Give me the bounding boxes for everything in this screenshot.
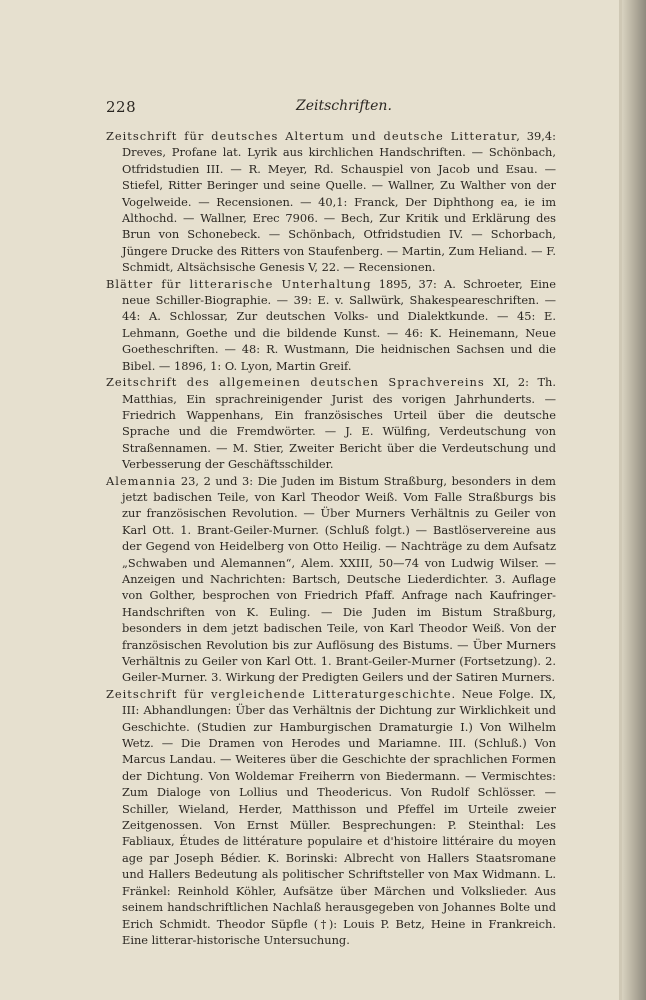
entry-title: Zeitschrift des allgemeinen deutschen Sprachvereins <box>106 375 485 390</box>
entry-title: Alemannia <box>106 473 177 488</box>
entry-title: Blätter für litterarische Unterhaltung <box>106 276 372 291</box>
bibliography-entries <box>106 128 556 948</box>
running-head: Zeitschriften. <box>296 98 392 114</box>
entry-alemannia <box>106 473 556 686</box>
entry-text: 39,4: Dreves, Profane lat. Lyrik aus kirchlichen Handschriften. — Schönbach, Otfridstudien III. — R. Meyer, Rd. Schauspiel von Jacob und Esau. — Stiefel, Ritter Beringer und seine Quelle. — Wallner, Zu Walther von der Vogelweide. — Recensionen. — 40,1: Franck, Der Diphthong ea, ie im Althochd. — Wallner, Erec 7906. — Bech, Zur Kritik und Erklärung des Brun von Schonebeck. — Schönbach, Otfridstudien IV. — Schorbach, Jüngere Drucke des Ritters von Staufenberg. — Martin, Zum Heliand. — F. Schmidt, Altsächsische Genesis V, 22. — Recensionen. <box>122 129 556 275</box>
entry-vergleichende-litteraturgeschichte <box>106 686 556 949</box>
entry-text: 1895, 37: A. Schroeter, Eine neue Schiller-Biographie. — 39: E. v. Sallwürk, Shakespeareschriften. — 44: A. Schlossar, Zur deutschen Volks- und Dialektkunde. — 45: E. Lehmann, Goethe und die bildende Kunst. — 46: K. Heinemann, Neue Goetheschriften. — 48: R. Wustmann, Die heidnischen Sachsen und die Bibel. — 1896, 1: O. Lyon, Martin Greif. <box>122 276 556 373</box>
entry-title: Zeitschrift für deutsches Altertum und deutsche Litteratur, <box>106 129 521 143</box>
page-header <box>106 96 556 120</box>
entry-text: XI, 2: Th. Matthias, Ein sprachreinigender Jurist des vorigen Jahrhunderts. — Friedrich Wappenhans, Ein französisches Urteil über die deutsche Sprache und die Fremdwörter. — J. E. Wülfing, Verdeutschung von Straßennamen. — M. Stier, Zweiter Bericht über die Verdeutschung und Verbesserung der Geschäftsschilder. <box>122 375 556 472</box>
entry-text: Neue Folge. IX, III: Abhandlungen: Über das Verhältnis der Dichtung zur Wirklichkeit und Geschichte. (Studien zur Hamburgischen Dramaturgie I.) Von Wilhelm Wetz. — Die Dramen von Herodes und Mariamne. III. (Schluß.) Von Marcus Landau. — Weiteres über die Geschichte der sprachlichen Formen der Dichtung. Von Woldemar Freiherrn von Biedermann. — Vermischtes: Zum Dialoge von Lollius und Theodericus. Von Rudolf Schlösser. — Schiller, Wieland, Herder, Matthisson und Pfeffel im Urteile zweier Zeitgenossen. Von Ernst Müller. Besprechungen: P. Steinthal: Les Fabliaux, Études de littérature populaire et d'histoire littéraire du moyen age par Joseph Bédier. K. Borinski: Albrecht von Hallers Staatsromane und Hallers Bedeutung als politischer Schriftsteller von Max Widmann. L. Fränkel: Reinhold Köhler, Aufsätze über Märchen und Volkslieder. Aus seinem handschriftlichen Nachlaß herausgegeben von Johannes Bolte und Erich Schmidt. Theodor Süpfle (†): Louis P. Betz, Heine in Frankreich. Eine litterar-historische Untersuchung. <box>122 686 556 947</box>
entry-sprachverein <box>106 374 556 472</box>
book-edge <box>622 0 646 1000</box>
entry-zeitschrift-deutsches-altertum <box>106 128 556 276</box>
entry-title: Zeitschrift für vergleichende Litteraturgeschichte. <box>106 686 457 701</box>
page-number: 228 <box>106 98 137 116</box>
entry-text: 23, 2 und 3: Die Juden im Bistum Straßburg, besonders in dem jetzt badischen Teile, von Karl Theodor Weiß. Vom Falle Straßburgs bis zur französischen Revolution. — Über Murners Verhältnis zu Geiler von Karl Ott. 1. Brant-Geiler-Murner. (Schluß folgt.) — Bastlöservereine aus der Gegend von Heidelberg von Otto Heilig. — Nachträge zu dem Aufsatz „Schwaben und Alemannen“, Alem. XXIII, 50—74 von Ludwig Wilser. — Anzeigen und Nachrichten: Bartsch, Deutsche Liederdichter. 3. Auflage von Golther, besprochen von Friedrich Pfaff. Anfrage nach Kaufringer-Handschriften von K. Euling. — Die Juden im Bistum Straßburg, besonders in dem jetzt badischen Teile, von Karl Theodor Weiß. Von der französischen Revolution bis zur Auflösung des Bistums. — Über Murners Verhältnis zu Geiler von Karl Ott. 1. Brant-Geiler-Murner (Fortsetzung). 2. Geiler-Murner. 3. Wirkung der Predigten Geilers und der Satiren Murners. <box>122 473 556 685</box>
entry-blaetter-litterarische-unterhaltung <box>106 276 556 374</box>
book-page <box>106 96 556 948</box>
